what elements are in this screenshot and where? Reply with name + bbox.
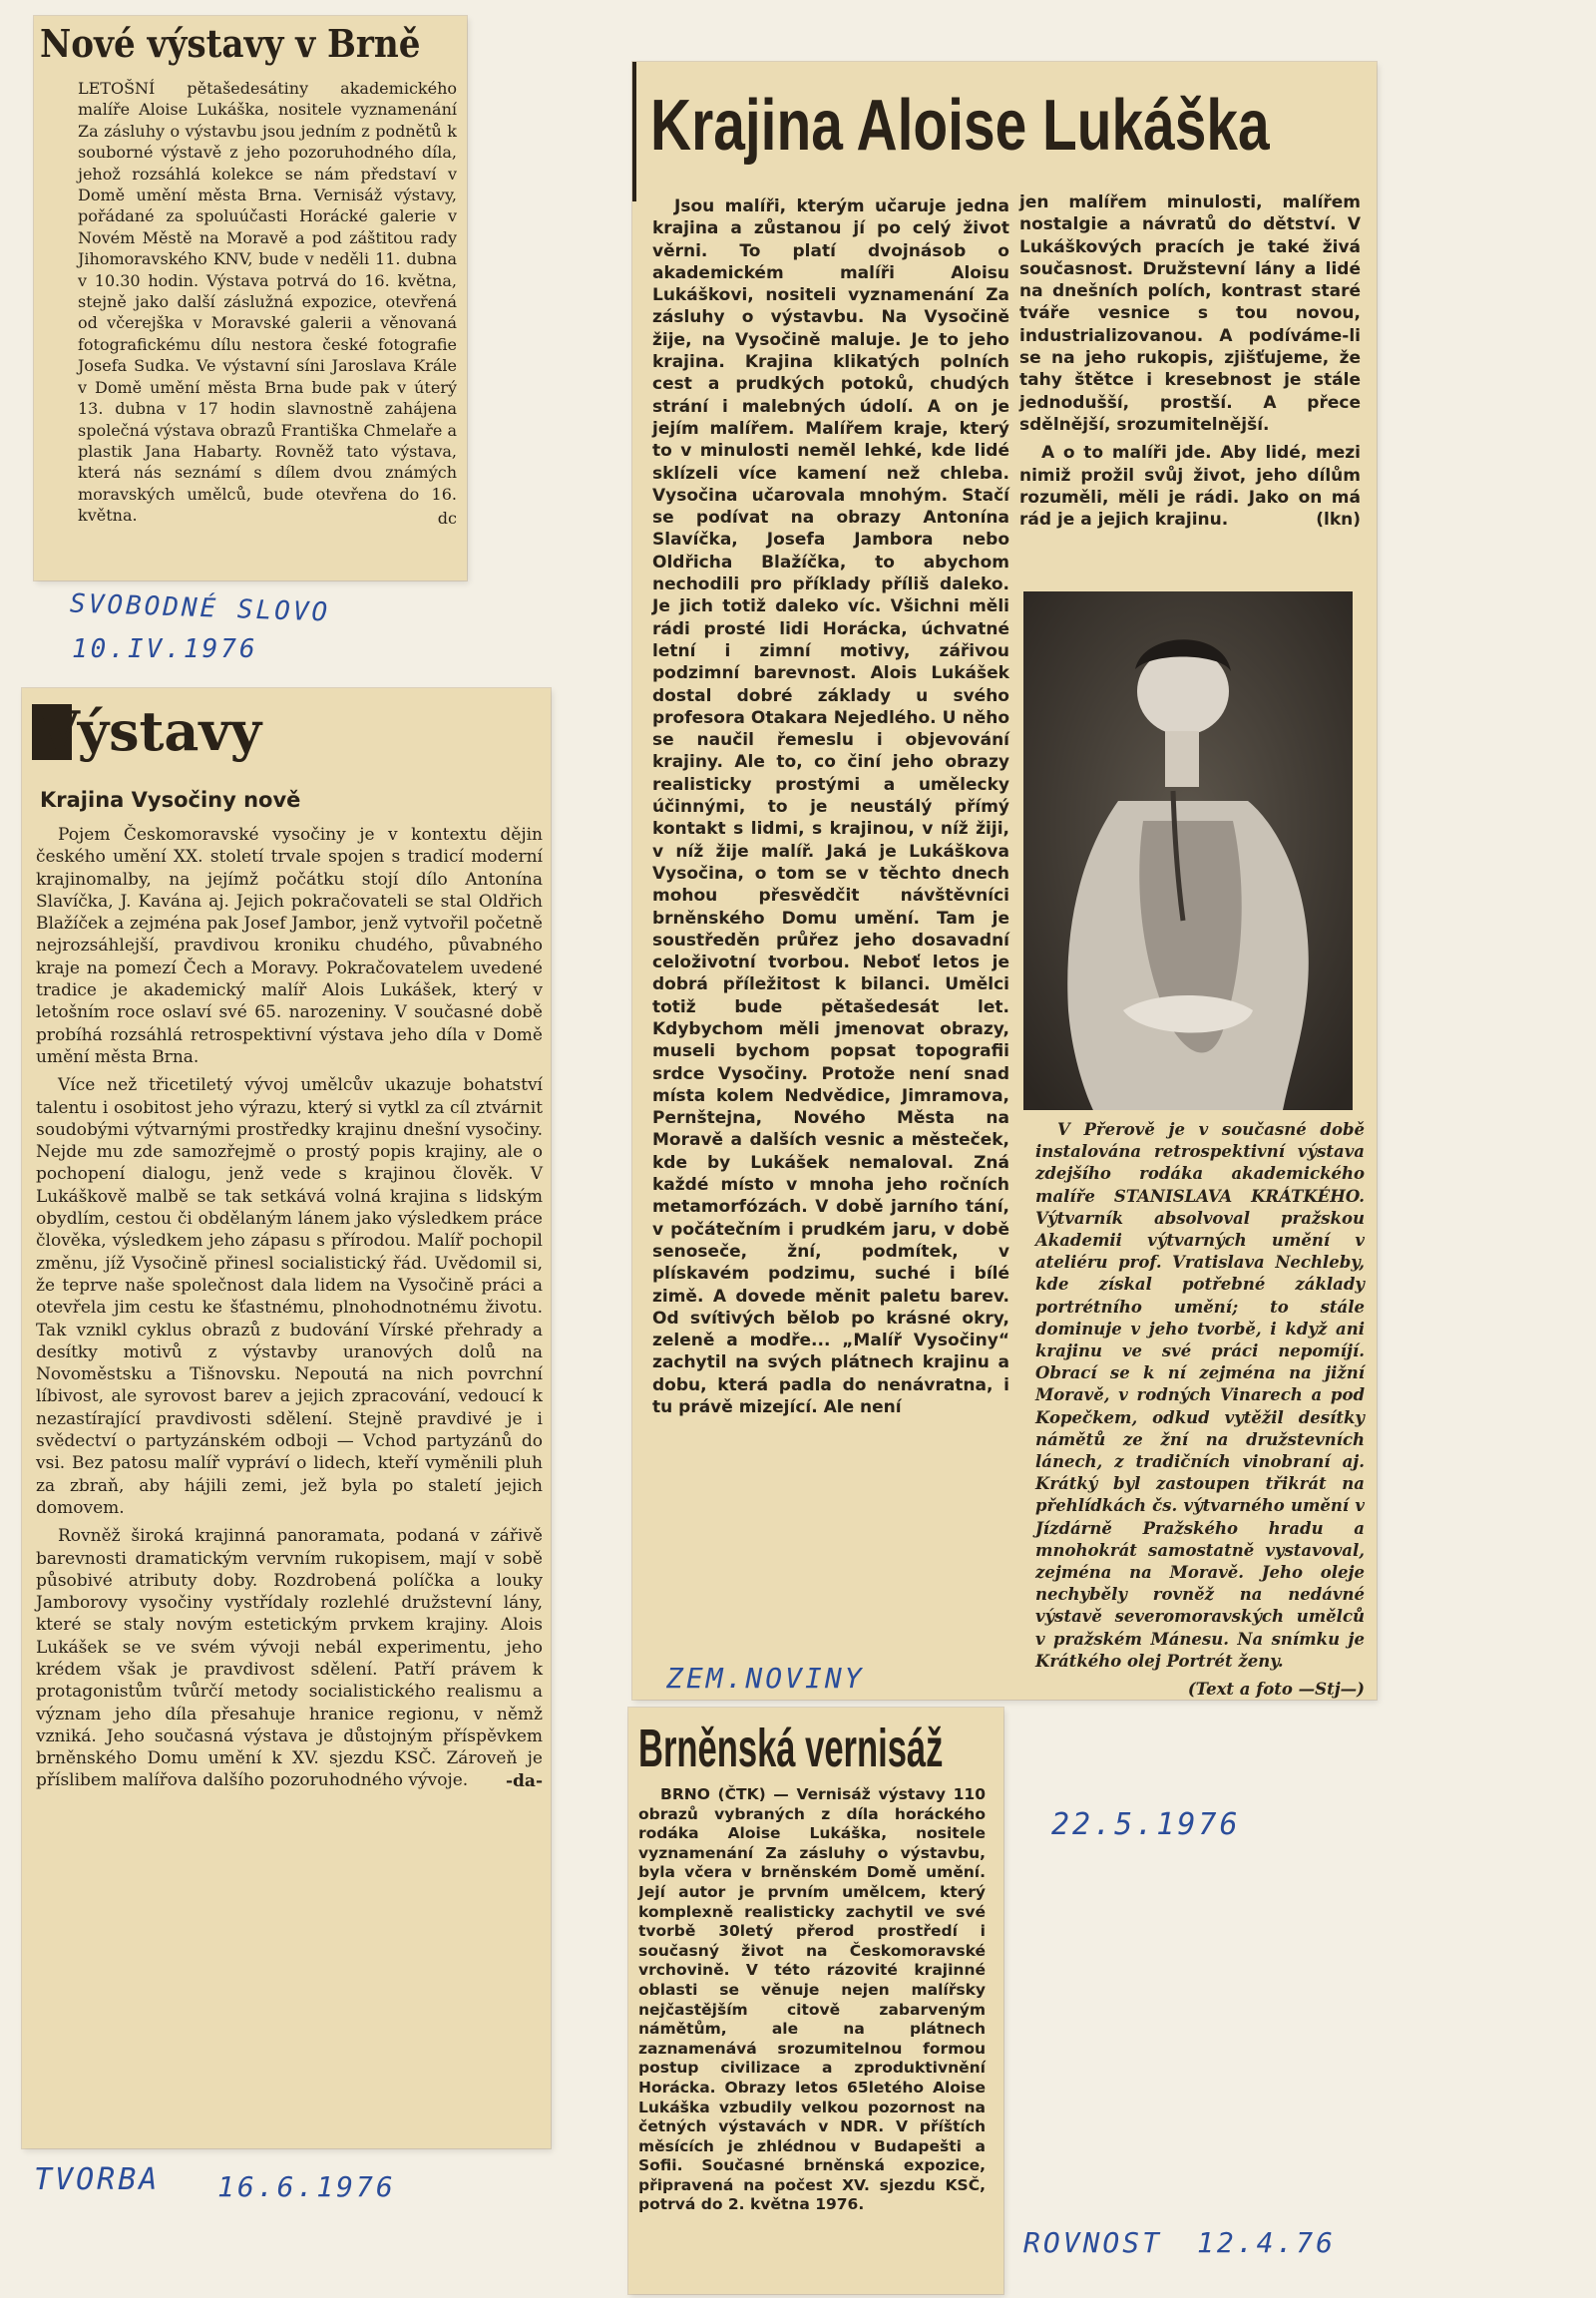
article-text: Jsou malíři, kterým učaruje jedna krajina a zůstanou jí po celý život věrni. To platí dvojnásob o akademickém malíři Aloisu Lukáškovi, nositeli vyznamenání Za zásluhy o výstavbu. Na Vysočině žije, na Vysočině maluje. Je to jeho krajina. Krajina klikatých polních cest a prudkých potoků, chudých strání i malebných údolí. A on je jejím malířem. Malířem kraje, který to v minulosti neměl lehké, kde lidé sklízeli více kamení než chleba. Vysočina učarovala mnohým. Stačí se podívat na obrazy Antonína Slavíčka, Josefa Jambora nebo Oldřicha Blažíčka, to abychom nechodili pro příklady příliš daleko. Je jich totiž daleko víc. Všichni měli rádi prosté lidi Horácka, úchvatné letní i zimní motivy, zářivou podzimní barevnost. Alois Lukášek dostal dobré základy u svého profesora Otakara Nejedlého. U něho se naučil řemeslu i objevování krajiny. Ale to, co činí jeho obrazy realisticky prostými a umělecky účinnými, to je neustálý přímý kontakt s lidmi, s krajinou, v níž žiji, v níž žije malíř. Jaká je Lukáškova Vysočina, o tom se v těchto dnech mohou přesvědčit návštěvníci brněnského Domu umění. Tam je soustředěn průřez jeho dosavadní celoživotní tvorbou. Neboť letos je dobrá příležitost k bilanci. Umělci totiž bude pětašedesát let. Kdybychom měli jmenovat obrazy, museli bychom popsat topografii srdce Vysočiny. Protože není snad místa kolem Nedvědice, Jimramova, Pernštejna, Nového Města na Moravě a dalších vesnic a městeček, kde by Lukášek nemaloval. Zná každé místo v mnoha jeho ročních metamorfózách. V době jarního tání, v počátečním i prudkém jaru, v době senoseče, žní, podmítek, v plískavém podzimu, suché i bílé zimě. A dovede měnit paletu barev. Od svítivých bělob po krásné okry, zeleně a modře... „Malíř Vysočiny“ zachytil na svých plátnech krajinu a dobu, která padla do nenávratna, i tu právě mizející. Ale není bbox=[652, 196, 1009, 1418]
clipping-title bbox=[32, 698, 551, 766]
headline-text: Nové výstavy v Brně bbox=[40, 21, 421, 66]
article-column-1 bbox=[652, 195, 1009, 1424]
article-body bbox=[78, 78, 457, 529]
paragraph-1: Pojem Českomoravské vysočiny je v kontextu dějin českého umění XX. století trvale spojen s tradicí moderní krajinomalby, na jejímž počátku stojí dílo Antonína Slavíčka, J. Kavána aj. Jejich pokračovateli se stal Oldřich Blažíček a zejména pak Josef Jambor, jenž vytvořil početně nejrozsáhlejší, pravdivou kroniku chudého, půvabného kraje na pomezí Čech a Moravy. Pokračovatelem uvedené tradice je akademický malíř Alois Lukášek, který v letošním roce oslaví své 65. narozeniny. V současné době probíhá rozsáhlá retrospektivní výstava jeho díla v Domě umění města Brna. bbox=[36, 825, 543, 1067]
dateline: BRNO (ČTK) — bbox=[660, 1785, 789, 1803]
clipping-title bbox=[40, 20, 459, 76]
article-text: LETOŠNÍ pětašedesátiny akademického malíře Aloise Lukáška, nositele vyznamenání Za zásluhy o výstavbu jsou jedním z podnětů k souborné výstavě z jeho pozoruhodného díla, jehož rozsáhlá kolekce se nám představí v Domě umění města Brna. Vernisáž výstavy, pořádané za spoluúčasti Horácké galerie v Novém Městě na Moravě a pod záštitou rady Jihomoravského KNV, bude v neděli 11. dubna v 10.30 hodin. Výstava potrvá do 16. května, stejně jako další záslužná expozice, otevřená od včerejška v Moravské galerii a věnovaná fotografickému dílu nestora české fotografie Josefa Sudka. Ve výstavní síni Jaroslava Krále v Domě umění města Brna bude pak v úterý 13. dubna v 17 hodin slavnostně zahájena společná výstava obrazů Františka Chmelaře a plastik Jana Habarty. Rovněž tato výstava, která nás seznámí s dílem dvou známých moravských umělců, bude otevřena do 16. května. bbox=[78, 79, 457, 526]
headline-text: Výstavy bbox=[38, 699, 262, 763]
article-body bbox=[638, 1785, 986, 2221]
headline-text: Brněnská vernisáž bbox=[638, 1719, 944, 1778]
clipping-brnenska-vernisaz bbox=[628, 1708, 1003, 2294]
handwritten-source-note: SVOBODNÉ SLOVO bbox=[69, 588, 331, 628]
author-signature: (lkn) bbox=[1316, 510, 1361, 531]
handwritten-date-note: 10.IV.1976 bbox=[72, 634, 258, 664]
author-signature: dc bbox=[437, 508, 457, 528]
article-text bbox=[638, 1785, 986, 2215]
article-text: jen malířem minulosti, malířem nostalgie a návratů do dětství. V Lukáškových pracích je také živá současnost. Družstevní lány a lidé na dnešních polích, kontrast staré tváře vesnice s tou novou, industrializovanou. A podíváme-li se na jeho rukopis, zjišťujeme, že tahy štětce i kresebnost je stále jednodušší, prostší. A přece sdělnější, srozumitelnější. bbox=[1019, 192, 1361, 435]
caption-text: V Přerově je v současné době instalována retrospektivní výstava zdejšího rodáka akademického malíře STANISLAVA KRÁTKÉHO. Výtvarník absolvoval pražskou Akademii výtvarných umění v ateliéru prof. Vratislava Nechleby, kde získal potřebné základy portrétního umění; to stále dominuje v jeho tvorbě, i když ani krajinu ve své práci nepomíjí. Obrací se k ní zejména na jižní Moravě, v rodných Vinarech a pod Kopečkem, odkud vytěžil desítky námětů ze žní na družstevních lánech, z tradičních vinobraní aj. Krátký byl zastoupen třikrát na přehlídkách čs. výtvarného umění v Jízdárně Pražského hradu a mnohokrát samostatně vystavoval, zejména na Moravě. Jeho oleje nechyběly rovněž na nedávné výstavě severomoravských umělců v pražském Mánesu. Na snímku je Krátkého olej Portrét ženy. bbox=[1035, 1120, 1365, 1671]
article-body bbox=[36, 824, 543, 1792]
clipping-vystavy bbox=[22, 688, 551, 2148]
article-text-body: Vernisáž výstavy 110 obrazů vybraných z díla horáckého rodáka Aloise Lukáška, nositele vyznamenání Za zásluhy o výstavbu, byla včera v brněnském Domě umění. Její autor je prvním umělcem, který komplexně realisticky zachytil ve své tvorbě 30letý přerod prostředí i současný život na Českomoravské vrchovině. V této rázovité krajinné oblasti se věnuje nejen malířsky nejčastějším citově zabarveným námětům, ale na plátnech zaznamenává srozumitelnou formou postup civilizace a zproduktivnění Horácka. Obrazy letos 65letého Aloise Lukáška vzbudily velkou pozornost na četných výstavách v NDR. V příštích měsících je zhlédnou v Budapešti a Sofii. Současné brněnská expozice, připravená na počest XV. sjezdu KSČ, potrvá do 2. května 1976. bbox=[638, 1785, 986, 2214]
paragraph-3: Rovněž široká krajinná panoramata, podaná v zářivě barevnosti dramatickým vervním rukopisem, mají v sobě působivé atributy doby. Rozdrobená políčka a louky Jamborovy vysočiny vystřídaly rozlehlé družstevní lány, které se staly novým estetickým prvkem krajiny. Alois Lukášek se ve svém vývoji nebál experimentu, jeho krédem však je pravdivost sdělení. Patří právem k protagonistům tvůrčí metody socialistického realismu a význam jeho díla přesahuje hranice regionu, v němž vzniká. Jeho současná výstava je důstojným příspěvkem brněnského Domu umění k XV. sjezdu KSČ. Zároveň je příslibem malířova dalšího pozoruhodného vývoje. bbox=[36, 1526, 543, 1791]
portrait-woman-image bbox=[1023, 591, 1353, 1110]
clipping-title bbox=[650, 76, 1369, 192]
clipping-title bbox=[638, 1714, 998, 1791]
handwritten-date-note: 12.4.76 bbox=[1197, 2226, 1337, 2259]
article-subtitle: Krajina Vysočiny nově bbox=[40, 788, 301, 812]
paragraph-2: Více než třicetiletý vývoj umělcův ukazuje bohatství talentu i osobitost jeho výrazu, který si vytkl za cíl ztvárnit soudobými výtvarnými prostředky krajinu dnešní vysočiny. Nejde mu zde samozřejmě o prostý popis krajiny, ale o pochopení dialogu, jenž vede s krajinou člověk. V Lukáškově malbě se tak setkává volná krajina s lidským obydlím, cestou či obdělaným lánem jako výsledkem práce člověka, výsledkem jeho zápasu s přírodou. Malíř pochopil změnu, jíž Vysočině přinesl socialistický řád. Uvědomil si, že teprve naše společnost dala lidem na Vysočině práci a otevřela jim cestu ke šťastnému, plnohodnotnému životu. Tak vznikl cyklus obrazů z budování Vírské přehrady a desítky motivů z výstavby uranových dolů na Novoměstsku a Tišnovsku. Nepoutá na nich povrchní líbivost, ale syrovost barev a jejich zpracování, vedoucí k nezastírající pravdivosti sdělení. Stejně pravdivé je i svědectví o partyzánském odboji — Vchod partyzánů do vsi. Bez patosu malíř vypráví o lidech, kteří vyměnili pluh za zbraň, aby hájili zemi, jež byla po staletí jejich domovem. bbox=[36, 1075, 543, 1518]
handwritten-source-note: ROVNOST bbox=[1023, 2226, 1163, 2259]
handwritten-source-note: ZEM.NOVINY bbox=[666, 1662, 865, 1695]
article-column-2 bbox=[1019, 192, 1361, 532]
title-side-rule bbox=[632, 62, 636, 201]
article-text-end: A o to malíři jde. Aby lidé, mezi nimiž prožil svůj život, jeho dílům rozuměli, měli je rádi. Jako on má rád je a jejich krajinu. bbox=[1019, 443, 1361, 531]
photo-caption bbox=[1035, 1119, 1365, 1700]
caption-signature: (Text a foto —Stj—) bbox=[1187, 1680, 1365, 1700]
handwritten-date-note: 16.6.1976 bbox=[217, 2170, 396, 2203]
clipping-nove-vystavy bbox=[34, 16, 467, 580]
portrait-photo bbox=[1023, 591, 1353, 1110]
author-signature: -da- bbox=[505, 1770, 543, 1791]
headline-text: Krajina Aloise Lukáška bbox=[650, 86, 1270, 166]
handwritten-source-note: TVORBA bbox=[34, 2162, 161, 2197]
handwritten-date-note: 22.5.1976 bbox=[1051, 1807, 1241, 1842]
